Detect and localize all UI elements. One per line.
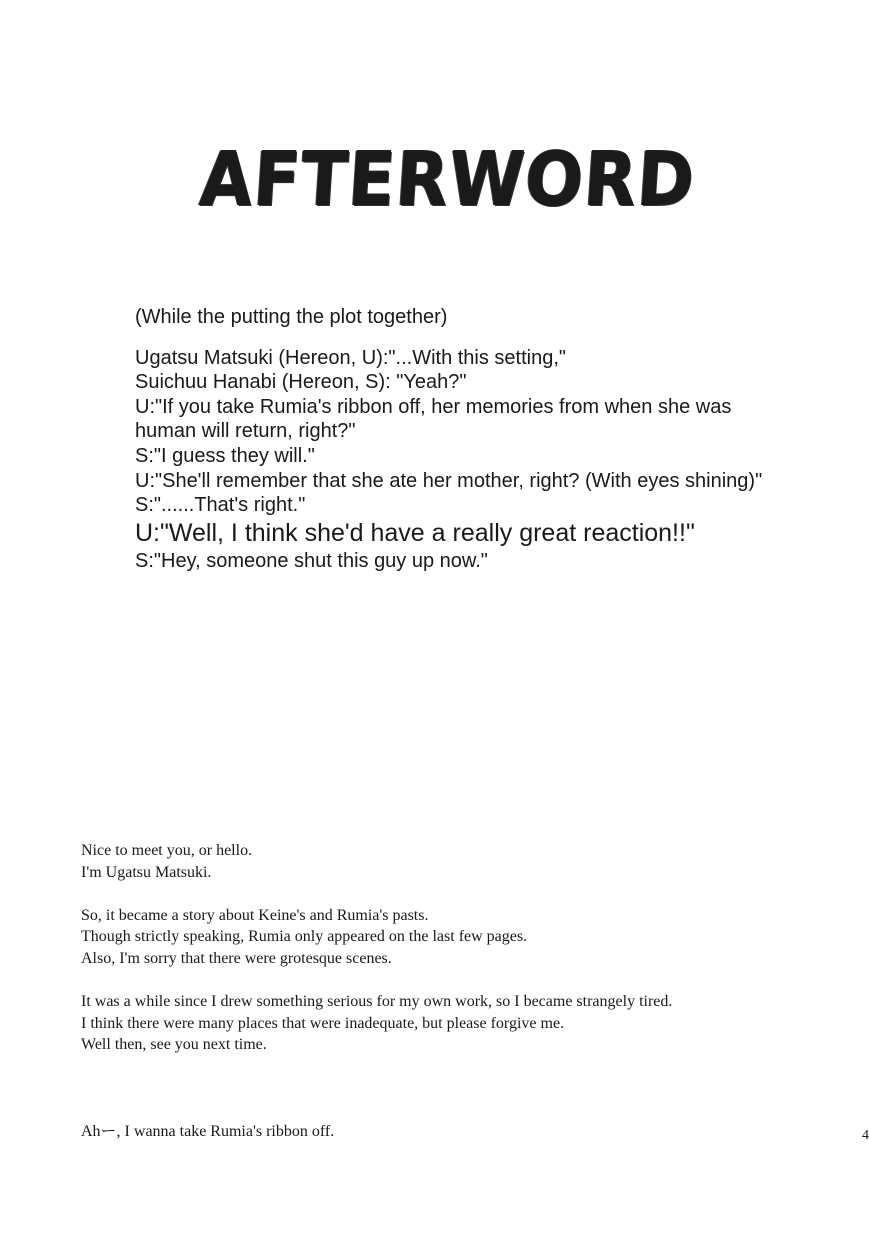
notes-paragraph (81, 840, 801, 883)
notes-line: Well then, see you next time. (81, 1036, 267, 1054)
dialogue-line: S:"I guess they will." (135, 444, 315, 467)
notes-line: It was a while since I drew something serious for my own work, so I became strangely tired. (81, 993, 673, 1011)
dialogue-line: U:"She'll remember that she ate her mother, right? (With eyes shining)" (135, 469, 763, 492)
page-number: 4 (862, 1128, 869, 1143)
dialogue-line: human will return, right?" (135, 420, 356, 443)
page-title: AFTERWORD (197, 137, 698, 223)
dialogue-line: Suichuu Hanabi (Hereon, S): "Yeah?" (135, 371, 467, 394)
dialogue-line: Ugatsu Matsuki (Hereon, U):"...With this setting," (135, 346, 567, 369)
dialogue-line: S:"Hey, someone shut this guy up now." (135, 549, 488, 572)
notes-line: Nice to meet you, or hello. (81, 842, 253, 859)
notes-line: I think there were many places that were inadequate, but please forgive me. (81, 1014, 565, 1032)
dialogue-intro: (While the putting the plot together) (135, 306, 448, 328)
dialogue-block (135, 305, 835, 573)
dialogue-line: U:"If you take Rumia's ribbon off, her memories from when she was (135, 395, 732, 418)
notes-line: Though strictly speaking, Rumia only appeared on the last few pages. (81, 928, 528, 946)
notes-line: I'm Ugatsu Matsuki. (81, 863, 212, 881)
dialogue-line-emphasized: U:"Well, I think she'd have a really great reaction!!" (135, 518, 695, 547)
dialogue-line: S:"......That's right." (135, 494, 306, 517)
author-notes (81, 840, 801, 1078)
closing-line: Ahー, I wanna take Rumia's ribbon off. (81, 1123, 335, 1140)
notes-paragraph (81, 905, 801, 970)
notes-paragraph (81, 991, 801, 1056)
notes-line: Also, I'm sorry that there were grotesque scenes. (81, 949, 392, 967)
notes-line: So, it became a story about Keine's and Rumia's pasts. (81, 906, 429, 924)
